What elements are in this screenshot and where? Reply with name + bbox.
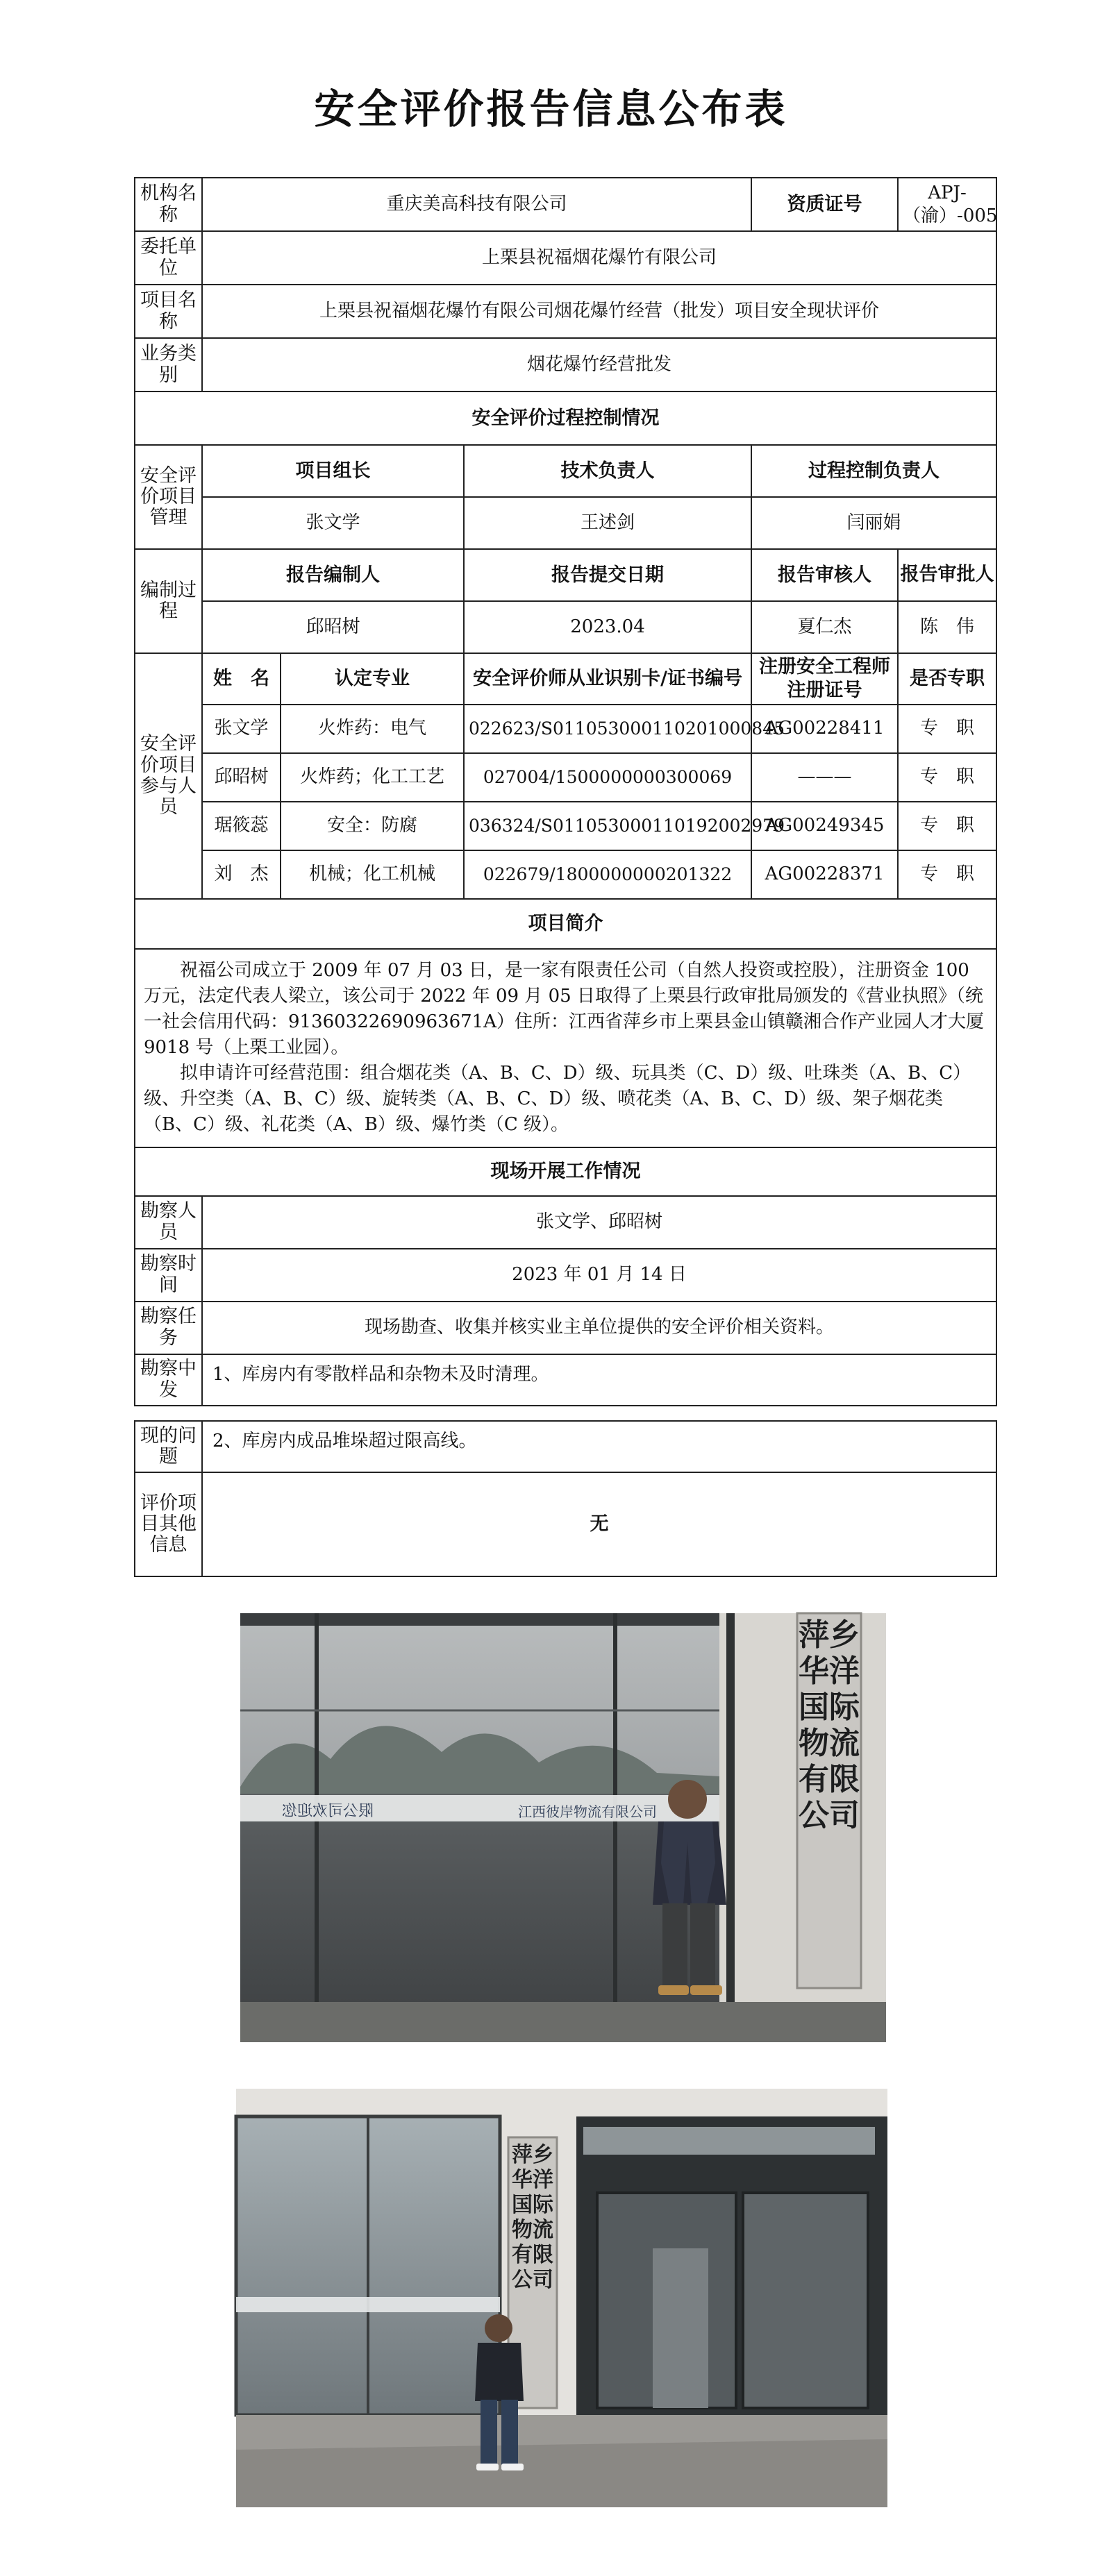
tech-lead-value: 王述剑 [464, 497, 751, 549]
header-report-approver: 报告审批人 [898, 549, 996, 601]
section-intro: 项目简介 [135, 899, 996, 949]
document-title: 安全评价报告信息公布表 [314, 85, 788, 133]
submit-date-value: 2023.04 [464, 601, 751, 653]
participant-fulltime: 专 职 [898, 753, 996, 802]
project-name-value: 上栗县祝福烟花爆竹有限公司烟花爆竹经营（批发）项目安全现状评价 [202, 285, 996, 338]
header-cert: 安全评价师从业识别卡/证书编号 [464, 653, 751, 705]
project-leader-value: 张文学 [202, 497, 464, 549]
info-table-continued [134, 1420, 997, 1577]
header-report-reviewer: 报告审核人 [751, 549, 898, 601]
business-type-value: 烟花爆竹经营批发 [202, 338, 996, 392]
participant-reg: AG00228371 [751, 850, 898, 899]
participant-cert: 022623/S011053000110201000845 [464, 705, 751, 753]
header-fulltime: 是否专职 [898, 653, 996, 705]
survey-task-value: 现场勘查、收集并核实业主单位提供的安全评价相关资料。 [202, 1302, 996, 1354]
site-photo-1 [240, 1613, 886, 2042]
client-value: 上栗县祝福烟花爆竹有限公司 [202, 231, 996, 285]
header-reg: 注册安全工程师注册证号 [751, 653, 898, 705]
header-submit-date: 报告提交日期 [464, 549, 751, 601]
participant-specialty: 火炸药；化工工艺 [281, 753, 464, 802]
label-org-name: 机构名称 [135, 178, 202, 231]
report-approver-value: 陈 伟 [898, 601, 996, 653]
header-project-leader: 项目组长 [202, 445, 464, 497]
header-report-author: 报告编制人 [202, 549, 464, 601]
header-tech-lead: 技术负责人 [464, 445, 751, 497]
label-survey-issues: 勘察中发 [135, 1354, 202, 1406]
survey-staff-value: 张文学、邱昭树 [202, 1196, 996, 1249]
photo1-banner-text-left: 限公司欢迎您 [282, 1803, 374, 1820]
photo1-company-sign: 萍乡华洋国际物流有限公司 [799, 1617, 860, 1833]
participant-reg: AG00228411 [751, 705, 898, 753]
label-client: 委托单位 [135, 231, 202, 285]
participant-specialty: 火炸药：电气 [281, 705, 464, 753]
participant-name: 张文学 [202, 705, 281, 753]
label-qualification-no: 资质证号 [751, 178, 898, 231]
header-name: 姓 名 [202, 653, 281, 705]
label-business-type: 业务类别 [135, 338, 202, 392]
participant-fulltime: 专 职 [898, 705, 996, 753]
header-process-lead: 过程控制负责人 [751, 445, 996, 497]
label-survey-task: 勘察任务 [135, 1302, 202, 1354]
photo1-banner-text-right: 江西彼岸物流有限公司 [518, 1803, 657, 1820]
table-row [135, 705, 996, 753]
org-name-value: 重庆美高科技有限公司 [202, 178, 751, 231]
participant-name: 刘 杰 [202, 850, 281, 899]
participant-cert: 036324/S011053000110192002979 [464, 802, 751, 850]
table-row [135, 802, 996, 850]
label-issues-cont: 现的问题 [135, 1421, 202, 1472]
participant-reg: AG00249345 [751, 802, 898, 850]
section-process-control: 安全评价过程控制情况 [135, 392, 996, 445]
info-table-main [134, 177, 997, 1406]
label-survey-staff: 勘察人员 [135, 1196, 202, 1249]
participant-name: 邱昭树 [202, 753, 281, 802]
label-project-name: 项目名称 [135, 285, 202, 338]
table-row [135, 850, 996, 899]
survey-issue-1: 1、库房内有零散样品和杂物未及时清理。 [202, 1354, 996, 1406]
participant-specialty: 安全：防腐 [281, 802, 464, 850]
label-project-mgmt: 安全评价项目管理 [135, 445, 202, 549]
site-photo-2 [236, 2089, 887, 2507]
participant-fulltime: 专 职 [898, 850, 996, 899]
photo2-company-sign: 萍乡华洋国际物流有限公司 [512, 2143, 553, 2292]
other-info-value: 无 [202, 1472, 996, 1576]
participant-name: 琚筱蕊 [202, 802, 281, 850]
header-specialty: 认定专业 [281, 653, 464, 705]
qualification-no-value: APJ-（渝）-005 [898, 178, 996, 231]
process-lead-value: 闫丽娟 [751, 497, 996, 549]
section-site-work: 现场开展工作情况 [135, 1147, 996, 1196]
project-intro [135, 949, 996, 1147]
label-other-info: 评价项目其他信息 [135, 1472, 202, 1576]
survey-time-value: 2023 年 01 月 14 日 [202, 1249, 996, 1302]
label-participants: 安全评价项目参与人员 [135, 653, 202, 899]
report-author-value: 邱昭树 [202, 601, 464, 653]
participant-specialty: 机械；化工机械 [281, 850, 464, 899]
intro-paragraph-1: 祝福公司成立于 2009 年 07 月 03 日，是一家有限责任公司（自然人投资或控股），注册资金 100 万元，法定代表人梁立，该公司于 2022 年 09 月 05 日取得了上栗县行政审批局颁发的《营业执照》（统一社会信用代码：91360322690963671A）住所：江西省萍乡市上栗县金山镇赣湘合作产业园人才大厦 9018 号（上栗工业园）。 [144, 960, 984, 1059]
label-compile-process: 编制过程 [135, 549, 202, 653]
survey-issue-2: 2、库房内成品堆垛超过限高线。 [202, 1421, 996, 1472]
intro-paragraph-2: 拟申请许可经营范围：组合烟花类（A、B、C、D）级、玩具类（C、D）级、吐珠类（A、B、C）级、升空类（A、B、C）级、旋转类（A、B、C、D）级、喷花类（A、B、C、D）级、架子烟花类（B、C）级、礼花类（A、B）级、爆竹类（C 级）。 [144, 1062, 971, 1135]
label-survey-time: 勘察时间 [135, 1249, 202, 1302]
participant-reg: ——— [751, 753, 898, 802]
report-reviewer-value: 夏仁杰 [751, 601, 898, 653]
participant-fulltime: 专 职 [898, 802, 996, 850]
table-row [135, 753, 996, 802]
participant-cert: 022679/1800000000201322 [464, 850, 751, 899]
participant-cert: 027004/1500000000300069 [464, 753, 751, 802]
